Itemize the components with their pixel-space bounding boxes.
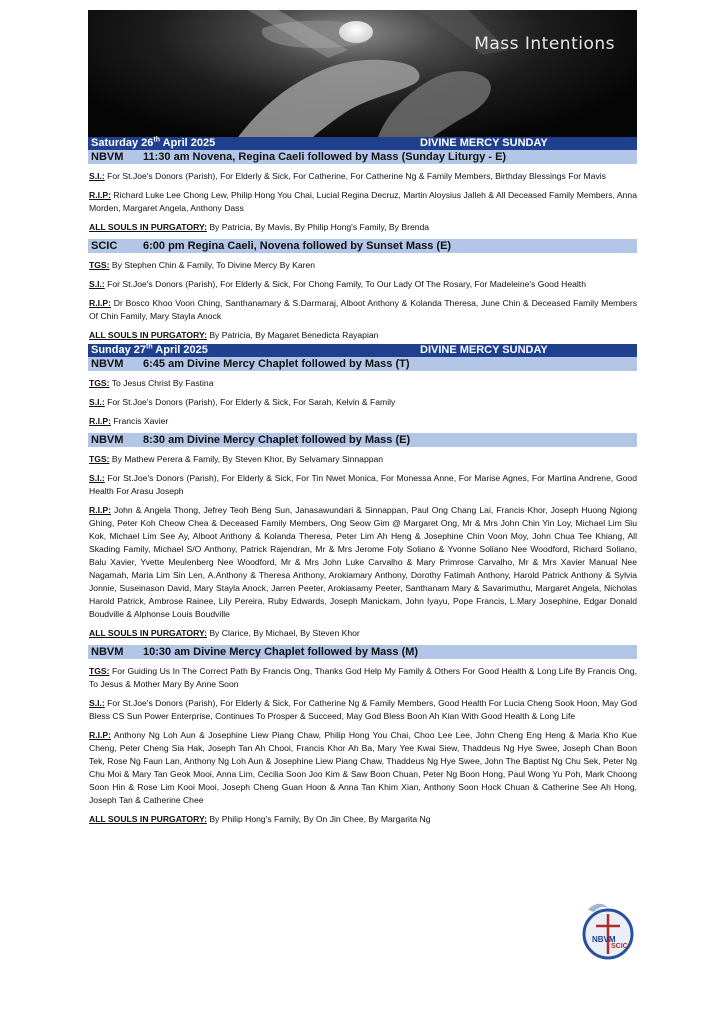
intention-entry: R.I.P: Richard Luke Lee Chong Lew, Philip Hong You Chai, Lucial Regina Decruz, Martin Aloysius Jalleh & All Deceased Family Members, Anna Morden, Margaret Angela, Anthony Dass [89,190,637,213]
mass-header [88,239,637,253]
mass-church-code: NBVM [91,646,124,658]
intention-entry: R.I.P: Anthony Ng Loh Aun & Josephine Liew Piang Chaw, Philip Hong You Chai, Choo Lee Lee, John Cheng Eng Heng & Maria Kho Kue Cheng, Peter Cheng Sia Hak, Joseph Tan Ah Chooi, Francis Khor Ah Ba, Mary Yee Kwai Siew, Thaddeus Ng Hye Swee, Joseph Chan Boon Tek, Rose Ng Faun Lan, Anthony Ng Loh Aun & Josephine Liew Piang Chaw, Thaddeus Ng Hye Swee, John The Baptist Ng Chu Sek, Peter Ng Chu Moi & Mary Tan Geok Mooi, Anna Lim, Cecilia Soon Joo Kim & Saw Boon Chuan, Peter Ng Boon Hong, Paul Wong Yu Poh, Mark Choong Soon Hin & Rose Lim Kooi Mooi, Joseph Cheng Guan Hoon & Anna Tan Khim Xian, Anthony Soon Hock Chuan & Catherine See Ah Hong, Joseph Tan & Catherine Chee [89,730,637,805]
page [88,10,637,826]
day-date: Sunday 27th April 2025 [91,343,208,356]
day-date: Saturday 26th April 2025 [91,136,216,149]
day-feast: DIVINE MERCY SUNDAY [420,344,548,356]
intention-entry: S.I.: For St.Joe's Donors (Parish), For Elderly & Sick, For Catherine, For Catherine Ng & Family Members, Birthday Blessings For Mavis [89,171,606,181]
svg-text:NBVM: NBVM [592,935,616,944]
banner-image [88,10,637,137]
intention-entry: R.I.P: John & Angela Thong, Jefrey Teoh Beng Sun, Janasawundari & Sinnappan, Paul Ong Chang Lai, Francis Khor, Joseph Huong Ngiong Ghing, Peter Koh Cheow Chea & Deceased Family Members, Ong Seow Gim @ Margaret Ong, Mr & Mrs John Chin Yin Loy, Michael Lim Siu Kok, Michael Lim See Ay, Alboot Anthony & Kolanda Theresa, Peter Lim Ah Heng & Josephine Chin Voon Moy, John Chua Tee Khiang, All Skading Family, Michael S/O Anthony, Patrick Rajendran, Mr & Mrs Jerome Foly Soliano & Yvonne Soliano Nee Woodford, Richard Soliano, Balu Xavier, Yvette Meulenberg Nee Woodford, Mr & Mrs John Luke Carvalho & Mary Primrose Carvalho, Mr & Mrs Xavier Manual Nee Nagamah, Maria Lim Sin Len, A.Anthony & Theresa Anthony, Arokiamary Anthony, Dorothy Fatimah Anthony, Harold Patrick Anthony & Sylvia Jonnie, Suseinason David, Mary Stayla Anock, Jarren Peeter, Arokiasamy Peeter, Santhanam Mary & Savarimuthu, Margaret Angela, Nicholas Harold Patrick, Ambrose Rainee, Lily Pereira, Ruby Edwards, Joseph Manickam, John Iyayu, Pope Francis, L.Mary Josephine, Edgar Donald Boudville & Alphonse Louis Boudville [89,505,637,619]
mass-header [88,433,637,447]
intention-entry: R.I.P: Dr Bosco Khoo Voon Ching, Santhanamary & S.Darmaraj, Alboot Anthony & Kolanda Theresa, June Chin & Deceased Family Members Of Chin Family, Mary Stayla Anock [89,298,637,321]
parish-logo [578,898,638,962]
mass-title: 11:30 am Novena, Regina Caeli followed by Mass (Sunday Liturgy - E) [143,151,507,163]
intention-entry: TGS: By Mathew Perera & Family, By Steven Khor, By Selvamary Sinnappan [89,454,384,464]
hands-chalice-illustration [88,10,637,137]
intention-entry: TGS: To Jesus Christ By Fastina [89,378,214,388]
mass-church-code: NBVM [91,151,124,163]
intention-entry: ALL SOULS IN PURGATORY: By Patricia, By Magaret Benedicta Rayapian [89,330,379,340]
intention-entry: S.I.: For St.Joe's Donors (Parish), For Elderly & Sick, For Tin Nwet Monica, For Monessa Anne, For Marise Agnes, For Martina Andrene, Good Health For Arasu Joseph [89,473,637,496]
svg-text:SCIC: SCIC [611,943,628,950]
intention-entry: TGS: For Guiding Us In The Correct Path By Francis Ong, Thanks God Help My Family & Others For Good Health & Long Life By Francis Ong, To Jesus & Mother Mary By Anne Soon [89,666,637,689]
mass-title: 6:45 am Divine Mercy Chaplet followed by Mass (T) [143,358,410,370]
mass-title: 10:30 am Divine Mercy Chaplet followed by Mass (M) [143,646,419,658]
intention-entry: ALL SOULS IN PURGATORY: By Clarice, By Michael, By Steven Khor [89,628,360,638]
mass-church-code: SCIC [91,240,118,252]
banner-title: Mass Intentions [474,34,615,54]
day-header-saturday [88,137,637,150]
intention-entry: R.I.P: Francis Xavier [89,416,169,426]
intention-entry: ALL SOULS IN PURGATORY: By Philip Hong's Family, By On Jin Chee, By Margarita Ng [89,814,431,824]
intention-entry: S.I.: For St.Joe's Donors (Parish), For Elderly & Sick, For Sarah, Kelvin & Family [89,397,396,407]
mass-header [88,645,637,659]
mass-header [88,150,637,164]
intention-entry: ALL SOULS IN PURGATORY: By Patricia, By Mavis, By Philip Hong's Family, By Brenda [89,222,430,232]
intention-entry: S.I.: For St.Joe's Donors (Parish), For Elderly & Sick, For Chong Family, To Our Lady Of The Rosary, For Madeleine's Good Health [89,279,586,289]
intention-entry: S.I.: For St.Joe's Donors (Parish), For Elderly & Sick, For Catherine Ng & Family Members, Good Health For Lucia Cheng Sook Hoon, May God Bless CS Sun Power Enterprise, Continues To Prosper & Succeed, May God Bless Boon Ah Kian With Good Health & Long Life [89,698,637,721]
intention-entry: TGS: By Stephen Chin & Family, To Divine Mercy By Karen [89,260,316,270]
day-feast: DIVINE MERCY SUNDAY [420,137,548,149]
mass-title: 8:30 am Divine Mercy Chaplet followed by Mass (E) [143,434,411,446]
day-header-sunday [88,344,637,357]
mass-church-code: NBVM [91,434,124,446]
mass-title: 6:00 pm Regina Caeli, Novena followed by Sunset Mass (E) [143,240,452,252]
mass-header [88,357,637,371]
mass-church-code: NBVM [91,358,124,370]
